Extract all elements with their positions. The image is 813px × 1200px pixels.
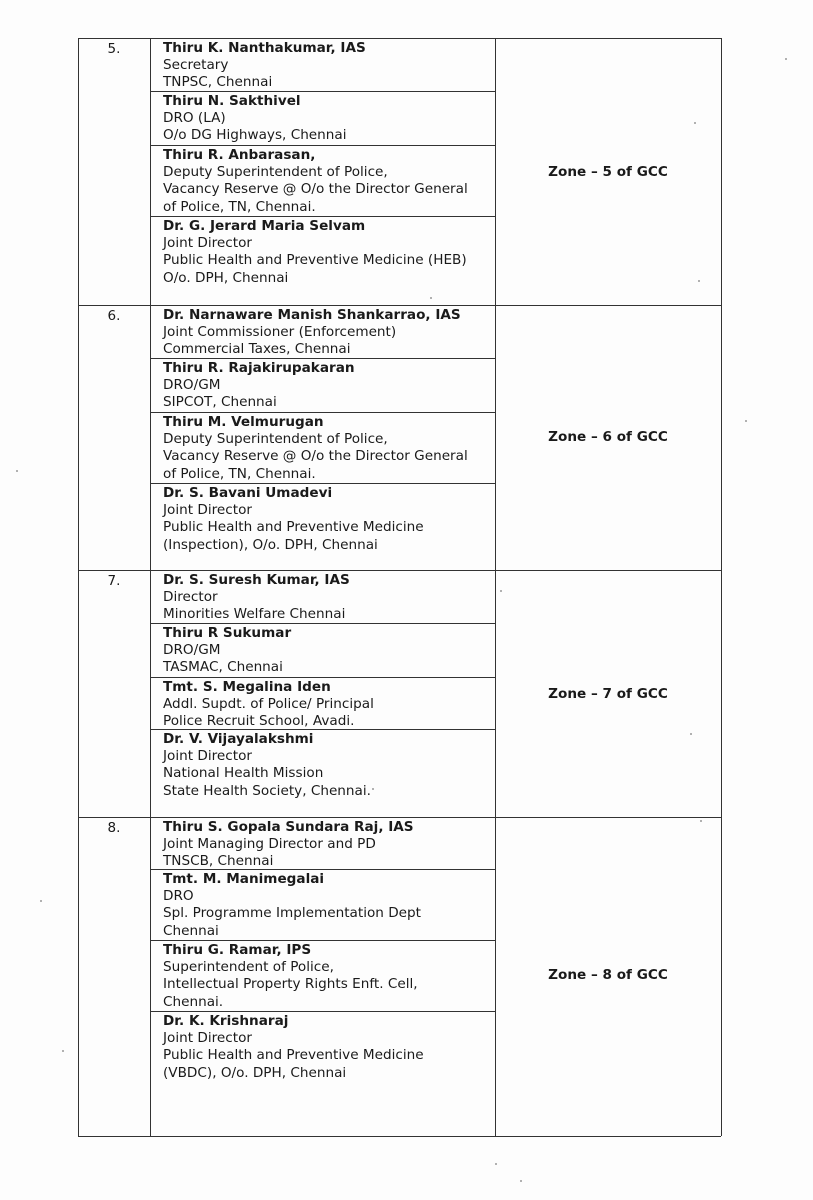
designation-line: Superintendent of Police, [163,959,334,976]
official-name: Tmt. S. Megalina Iden [163,679,331,695]
scan-speck [500,590,502,592]
person-divider [150,677,495,678]
designation-line: TNPSC, Chennai [163,74,273,91]
designation-line: Vacancy Reserve @ O/o the Director General [163,448,468,465]
scan-speck [16,470,18,472]
designation-line: Spl. Programme Implementation Dept [163,905,422,922]
scan-speck [700,820,702,822]
designation-line: Public Health and Preventive Medicine [163,1047,424,1064]
column-rule [150,305,151,570]
zone-label: Zone – 5 of GCC [548,164,668,180]
official-entry [163,942,503,1011]
column-rule [78,817,79,1136]
column-rule [150,38,151,305]
official-entry [163,93,503,145]
official-name: Thiru G. Ramar, IPS [163,942,312,958]
official-name: Thiru R. Rajakirupakaran [163,360,355,376]
row-rule [78,817,721,818]
official-entry [163,414,503,483]
scan-speck [430,297,432,299]
designation-line: Commercial Taxes, Chennai [163,341,351,358]
designation-line: Vacancy Reserve @ O/o the Director General [163,181,468,198]
person-divider [150,91,495,92]
column-rule [150,570,151,817]
column-rule [78,38,79,305]
zone-label: Zone – 7 of GCC [548,686,668,702]
designation-line: of Police, TN, Chennai. [163,198,316,215]
designation-line: DRO/GM [163,377,221,394]
designation-line: Joint Director [163,1030,252,1047]
scan-speck [372,788,374,790]
designation-line: Joint Commissioner (Enforcement) [163,324,397,341]
row-rule [78,305,721,306]
official-entry [163,679,503,731]
official-entry [163,485,503,554]
official-name: Thiru N. Sakthivel [163,93,301,109]
designation-line: Public Health and Preventive Medicine (HEB) [163,252,467,269]
official-entry [163,871,503,940]
designation-line: O/o. DPH, Chennai [163,269,289,286]
designation-line: TASMAC, Chennai [163,659,283,676]
designation-line: SIPCOT, Chennai [163,394,277,411]
column-rule [721,305,722,570]
official-name: Thiru R Sukumar [163,625,292,641]
scan-speck [520,1180,522,1182]
column-rule [721,817,722,1136]
official-entry [163,731,503,800]
row-rule [78,38,721,39]
designation-line: Addl. Supdt. of Police/ Principal [163,696,374,713]
official-name: Dr. Narnaware Manish Shankarrao, IAS [163,307,461,323]
official-entry [163,147,503,216]
designation-line: Intellectual Property Rights Enft. Cell, [163,976,418,993]
designation-line: Public Health and Preventive Medicine [163,519,424,536]
official-name: Dr. G. Jerard Maria Selvam [163,218,366,234]
official-name: Dr. S. Bavani Umadevi [163,485,333,501]
scan-speck [745,420,747,422]
official-entry [163,819,503,871]
person-divider [150,869,495,870]
official-entry [163,625,503,677]
zone-label: Zone – 6 of GCC [548,429,668,445]
person-divider [150,358,495,359]
scan-speck [690,733,692,735]
zone-label: Zone – 8 of GCC [548,967,668,983]
person-divider [150,623,495,624]
official-entry [163,218,503,287]
scan-speck [698,280,700,282]
column-rule [721,38,722,305]
designation-line: Joint Director [163,235,252,252]
table-section [78,38,721,305]
scan-speck [62,1050,64,1052]
column-rule [150,817,151,1136]
row-rule [78,1136,721,1137]
designation-line: Police Recruit School, Avadi. [163,713,355,730]
row-rule [78,570,721,571]
official-name: Dr. K. Krishnaraj [163,1013,289,1029]
designation-line: DRO/GM [163,642,221,659]
serial-number: 7. [107,573,121,589]
designation-line: Director [163,589,218,606]
designation-line: Secretary [163,57,229,74]
designation-line: TNSCB, Chennai [163,853,274,870]
designation-line: National Health Mission [163,765,324,782]
serial-number: 6. [107,308,121,324]
official-entry [163,1013,503,1082]
official-entry [163,307,503,359]
scan-speck [785,58,787,60]
official-name: Thiru M. Velmurugan [163,414,324,430]
designation-line: Joint Managing Director and PD [163,836,376,853]
table-section [78,305,721,570]
official-name: Thiru S. Gopala Sundara Raj, IAS [163,819,414,835]
designation-line: Joint Director [163,748,252,765]
scan-speck [694,122,696,124]
official-name: Tmt. M. Manimegalai [163,871,325,887]
designation-line: Chennai. [163,993,224,1010]
person-divider [150,940,495,941]
serial-number: 8. [107,820,121,836]
official-entry [163,572,503,624]
column-rule [721,570,722,817]
official-entry [163,40,503,92]
scan-speck [495,1163,497,1165]
table-section [78,817,721,1136]
person-divider [150,412,495,413]
person-divider [150,483,495,484]
designation-line: Deputy Superintendent of Police, [163,164,388,181]
designation-line: DRO [163,888,194,905]
scan-speck [40,900,42,902]
official-name: Thiru K. Nanthakumar, IAS [163,40,366,56]
designation-line: DRO (LA) [163,110,226,127]
official-name: Thiru R. Anbarasan, [163,147,316,163]
designation-line: State Health Society, Chennai. [163,782,371,799]
designation-line: O/o DG Highways, Chennai [163,127,347,144]
designation-line: of Police, TN, Chennai. [163,465,316,482]
column-rule [78,305,79,570]
serial-number: 5. [107,41,121,57]
official-name: Dr. V. Vijayalakshmi [163,731,314,747]
designation-line: Joint Director [163,502,252,519]
designation-line: (VBDC), O/o. DPH, Chennai [163,1064,347,1081]
person-divider [150,145,495,146]
designation-line: (Inspection), O/o. DPH, Chennai [163,536,378,553]
person-divider [150,729,495,730]
designation-line: Deputy Superintendent of Police, [163,431,388,448]
designation-line: Minorities Welfare Chennai [163,606,346,623]
person-divider [150,1011,495,1012]
official-entry [163,360,503,412]
column-rule [78,570,79,817]
designation-line: Chennai [163,922,219,939]
person-divider [150,216,495,217]
table-section [78,570,721,817]
official-name: Dr. S. Suresh Kumar, IAS [163,572,350,588]
